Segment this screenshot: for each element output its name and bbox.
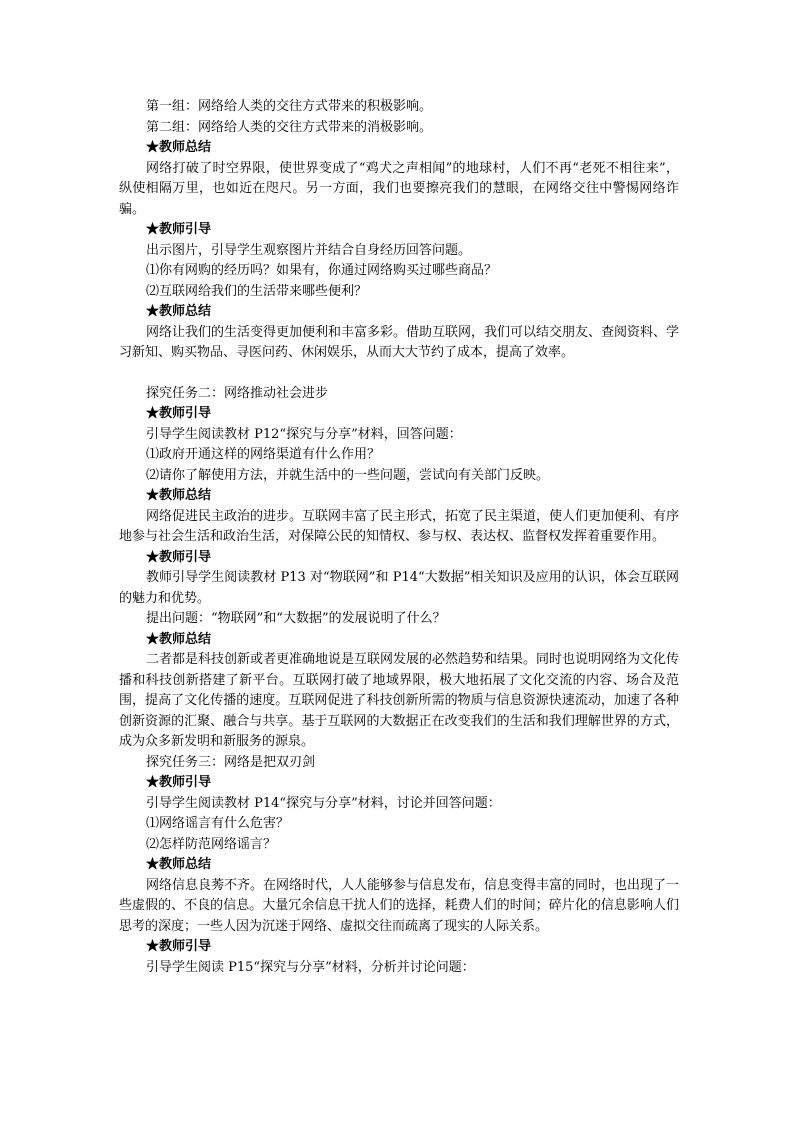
body-paragraph: 网络信息良莠不齐。在网络时代，人人能够参与信息发布，信息变得丰富的同时，也出现了一些虚假的、不良的信息。大量冗余信息干扰人们的选择，耗费人们的时间；碎片化的信息影响人们思考的深度；一些人因为沉迷于网络、虚拟交往而疏离了现实的人际关系。 bbox=[119, 877, 680, 934]
text-line: 引导学生阅读教材 P12“探究与分享”材料，回答问题： bbox=[146, 426, 462, 442]
body-paragraph: 网络促进民主政治的进步。互联网丰富了民主形式，拓宽了民主渠道，使人们更加便利、有序地参与社会生活和政治生活，对保障公民的知情权、参与权、表达权、监督权发挥着重要作用。 bbox=[119, 508, 680, 544]
text-line: 探究任务三：网络是把双刃剑 bbox=[146, 754, 316, 770]
section-heading: ★教师引导 bbox=[146, 406, 212, 421]
section-heading: ★教师引导 bbox=[146, 222, 212, 237]
section-heading: ★教师总结 bbox=[146, 631, 212, 647]
body-paragraph: 教师引导学生阅读教材 P13 对“物联网”和 P14“大数据”相关知识及应用的认识，体会互联网的魅力和优势。 bbox=[119, 570, 679, 606]
text-line: ⑴你有网购的经历吗？如果有，你通过网络购买过哪些商品？ bbox=[146, 263, 498, 278]
body-paragraph: 网络让我们的生活变得更加便利和丰富多彩。借助互联网，我们可以结交朋友、查阅资料、学习新知、购买物品、寻医问药、休闲娱乐，从而大大节约了成本，提高了效率。 bbox=[119, 324, 680, 360]
document-body bbox=[119, 97, 679, 978]
text-line: ⑵互联网给我们的生活带来哪些便利？ bbox=[146, 283, 368, 299]
text-line: 引导学生阅读教材 P14“探究与分享”材料，讨论并回答问题： bbox=[146, 795, 501, 811]
text-line: ⑵怎样防范网络谣言？ bbox=[146, 836, 277, 852]
section-heading: ★教师引导 bbox=[146, 549, 212, 565]
section-heading: ★教师总结 bbox=[146, 140, 212, 155]
body-paragraph: 网络打破了时空界限，使世界变成了“鸡犬之声相闻”的地球村，人们不再“老死不相往来”，纵使相隔万里，也如近在咫尺。另一方面，我们也要擦亮我们的慧眼，在网络交往中警惕网络诈骗。 bbox=[119, 160, 679, 217]
section-heading: ★教师引导 bbox=[146, 775, 212, 790]
text-line: 引导学生阅读 P15“探究与分享”材料，分析并讨论问题： bbox=[146, 959, 475, 975]
text-line: 第一组：网络给人类的交往方式带来的积极影响。 bbox=[146, 99, 433, 114]
text-line: ⑵请你了解使用方法，并就生活中的一些问题，尝试向有关部门反映。 bbox=[146, 467, 550, 483]
text-line: ⑴政府开通这样的网络渠道有什么作用？ bbox=[146, 447, 381, 462]
text-line: 第二组：网络给人类的交往方式带来的消极影响。 bbox=[146, 119, 433, 135]
section-heading: ★教师总结 bbox=[146, 304, 212, 319]
section-heading: ★教师总结 bbox=[146, 488, 212, 503]
section-heading: ★教师引导 bbox=[146, 939, 212, 954]
section-heading: ★教师总结 bbox=[146, 857, 212, 872]
paragraph-spacer bbox=[119, 364, 679, 384]
body-paragraph: 二者都是科技创新或者更准确地说是互联网发展的必然趋势和结果。同时也说明网络为文化传播和科技创新搭建了新平台。互联网打破了地域界限，极大地拓展了文化交流的内容、场合及范围，提高了文化传播的速度。互联网促进了科技创新所需的物质与信息资源快速流动，加速了各种创新资源的汇聚、融合与共享。基于互联网的大数据正在改变我们的生活和我们理解世界的方式，成为众多新发明和新服务的源泉。 bbox=[119, 652, 680, 749]
text-line: 出示图片，引导学生观察图片并结合自身经历回答问题。 bbox=[146, 242, 472, 258]
text-line: 探究任务二：网络推动社会进步 bbox=[146, 385, 329, 401]
text-line: 提出问题：“物联网”和“大数据”的发展说明了什么？ bbox=[146, 611, 446, 626]
text-line: ⑴网络谣言有什么危害？ bbox=[146, 816, 290, 831]
